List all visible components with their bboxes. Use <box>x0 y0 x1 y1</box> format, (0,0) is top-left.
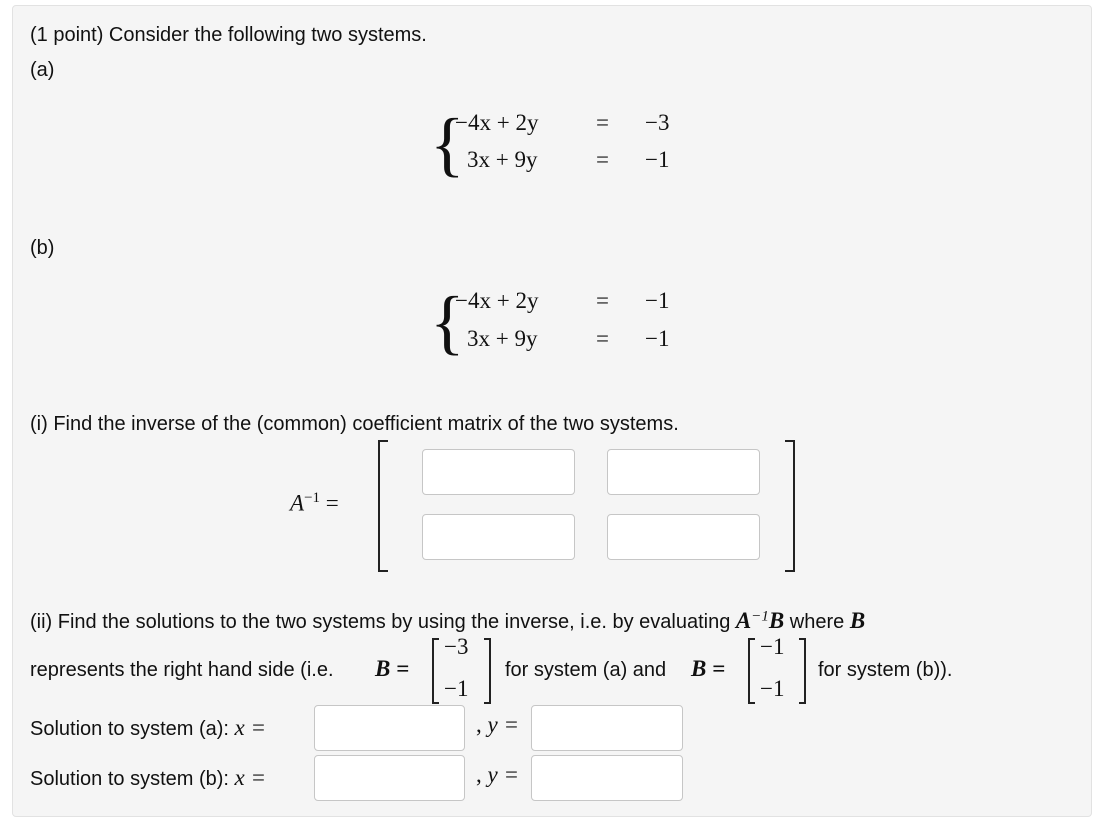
vec-b-top: −1 <box>760 634 785 659</box>
b-equals-a: B = <box>375 656 410 681</box>
solution-b-x-input[interactable] <box>314 755 465 801</box>
vec-a-bottom: −1 <box>444 676 469 701</box>
part-b-label: (b) <box>30 237 55 259</box>
solution-a-y-input[interactable] <box>531 705 683 751</box>
solution-b-y-input[interactable] <box>531 755 683 801</box>
part-a-label: (a) <box>30 59 55 81</box>
part-a-eq1-lhs: −4x + 2y <box>455 110 539 135</box>
part-a-eq2-rhs: −1 <box>645 147 670 172</box>
part-a-eq2-eq: = <box>596 147 609 172</box>
inverse-cell-21[interactable] <box>422 514 575 560</box>
inverse-cell-11[interactable] <box>422 449 575 495</box>
vec-b-bottom: −1 <box>760 676 785 701</box>
part-b-eq1-rhs: −1 <box>645 288 670 313</box>
part-a-eq1-eq: = <box>596 110 609 135</box>
part-ii-prompt: (ii) Find the solutions to the two systems by using the inverse, i.e. by evaluating $A^{-1}B$ where B <box>30 608 866 633</box>
part-a-brace: { <box>430 104 465 184</box>
for-system-b: for system (b)). <box>818 659 953 681</box>
part-a-eq1-rhs: −3 <box>645 110 670 135</box>
part-b-eq1-lhs: −4x + 2y <box>455 288 539 313</box>
part-i-prompt: (i) Find the inverse of the (common) coefficient matrix of the two systems. <box>30 413 679 435</box>
solution-b-label: Solution to system (b): x = <box>30 765 267 790</box>
part-b-eq2-eq: = <box>596 326 609 351</box>
solution-a-label: Solution to system (a): x = <box>30 715 267 740</box>
b-equals-b: B = <box>691 656 726 681</box>
solution-b-y-label: , y = <box>476 762 519 787</box>
solution-a-x-input[interactable] <box>314 705 465 751</box>
vec-a-top: −3 <box>444 634 469 659</box>
problem-header: (1 point) Consider the following two systems. <box>30 24 427 46</box>
solution-a-y-label: , y = <box>476 712 519 737</box>
part-a-eq2-lhs: 3x + 9y <box>467 147 538 172</box>
vec-b-right-bracket <box>799 638 806 704</box>
inverse-cell-22[interactable] <box>607 514 760 560</box>
inverse-cell-12[interactable] <box>607 449 760 495</box>
part-b-eq1-eq: = <box>596 288 609 313</box>
part-b-eq2-lhs: 3x + 9y <box>467 326 538 351</box>
matrix-right-bracket <box>785 440 795 572</box>
vec-a-left-bracket <box>432 638 439 704</box>
matrix-label: $A^{-1}$ = <box>290 490 339 516</box>
problem-panel <box>12 5 1092 817</box>
part-b-brace: { <box>430 282 465 362</box>
matrix-left-bracket <box>378 440 388 572</box>
part-b-eq2-rhs: −1 <box>645 326 670 351</box>
vec-a-right-bracket <box>484 638 491 704</box>
part-ii-line2: represents the right hand side (i.e. <box>30 659 334 681</box>
vec-b-left-bracket <box>748 638 755 704</box>
for-system-a: for system (a) and <box>505 659 667 681</box>
